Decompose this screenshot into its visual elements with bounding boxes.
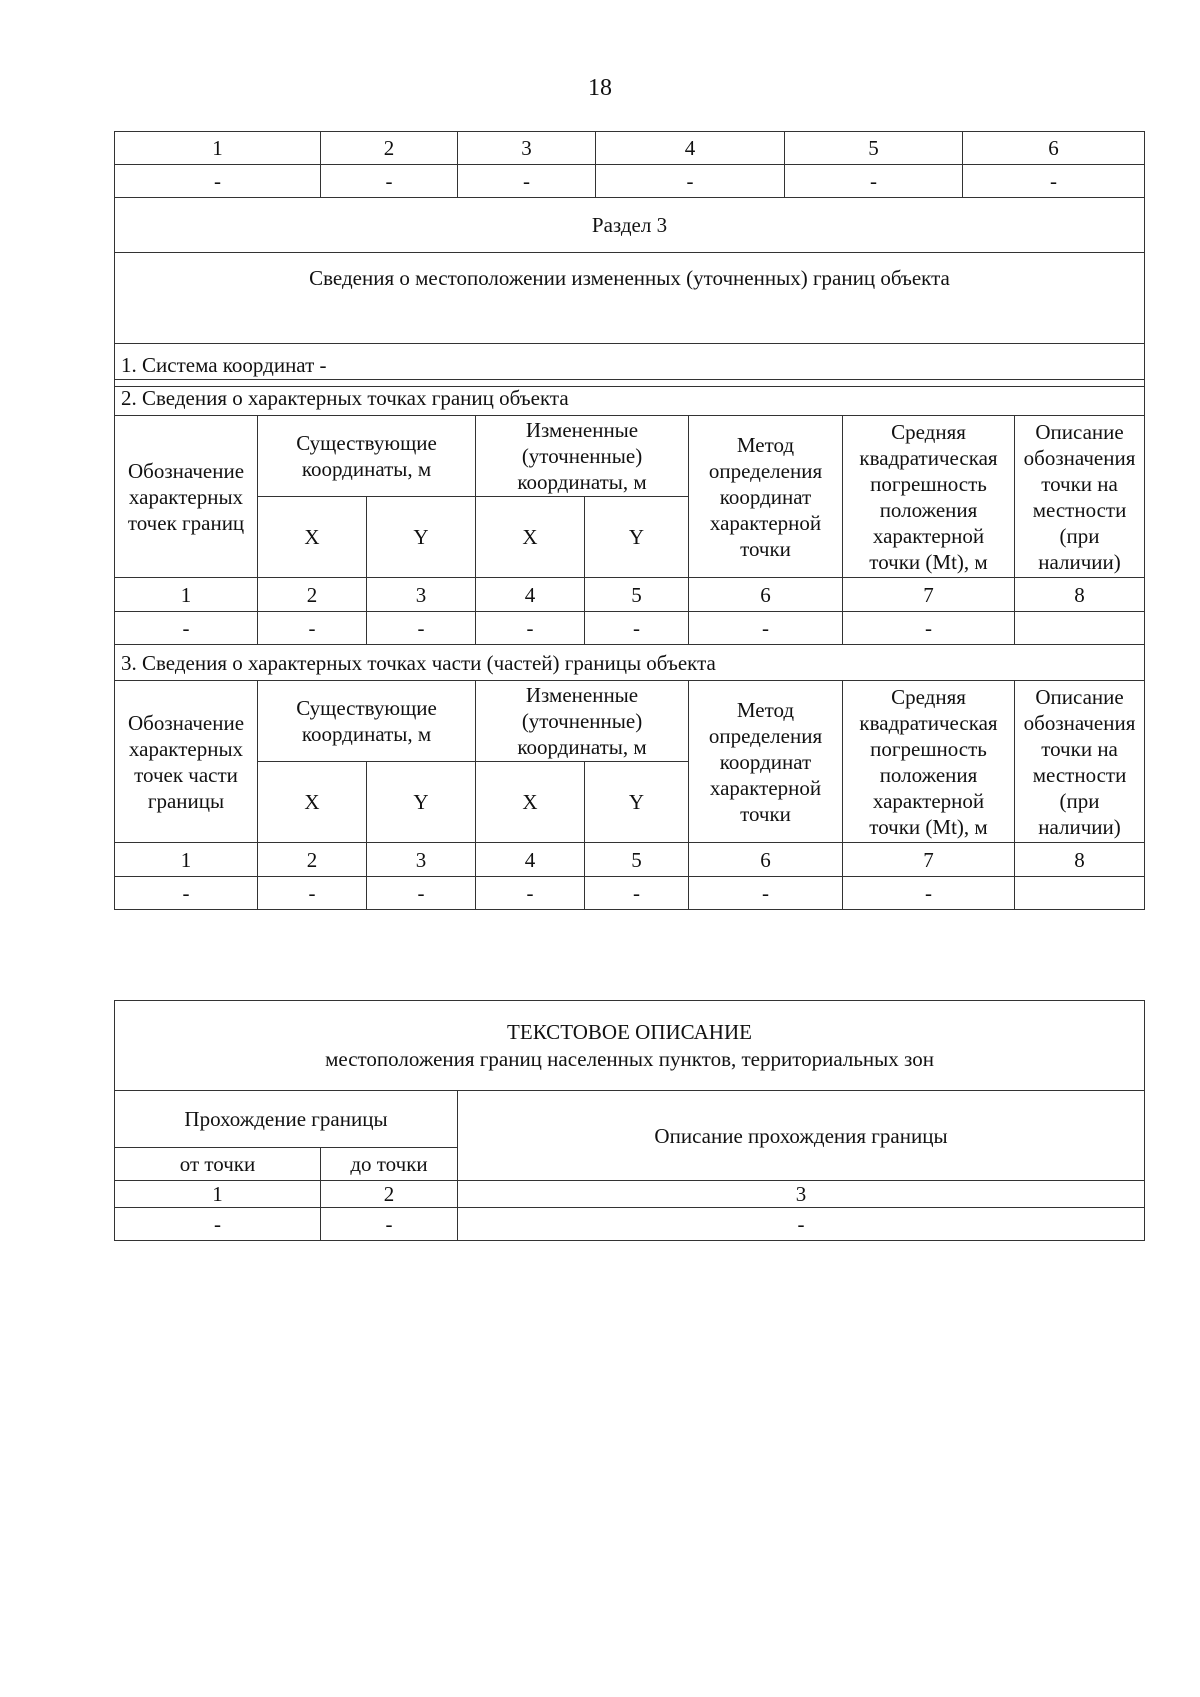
column-number: 2 [321,1181,458,1208]
header-y: Y [367,762,476,843]
header-existing-coordinates: Существующие координаты, м [258,416,476,497]
boundary-part-points-table [114,644,1145,910]
table-row [115,165,1145,198]
table-cell: - [963,165,1145,198]
column-number: 5 [585,578,689,612]
column-number: 1 [115,578,258,612]
table-cell: - [321,1208,458,1241]
header-y: Y [585,762,689,843]
table-cell: - [785,165,963,198]
column-number-row [115,132,1145,165]
text-description-subtitle: местоположения границ населенных пунктов, территориальных зон [325,1046,934,1071]
table-cell: - [476,612,585,645]
table-cell: - [689,612,843,645]
column-number: 3 [458,132,596,165]
section-header-table [114,131,1145,387]
table-cell [1015,612,1145,645]
header-boundary: Прохождение границы [115,1091,458,1148]
column-number: 2 [321,132,458,165]
table-cell: - [367,612,476,645]
table-cell: - [843,612,1015,645]
page-number: 18 [588,75,612,101]
table-row [115,1208,1145,1241]
text-description-title: ТЕКСТОВОЕ ОПИСАНИЕ [507,1019,752,1044]
column-number: 4 [596,132,785,165]
table-cell: - [458,165,596,198]
column-number: 3 [367,578,476,612]
column-number: 7 [843,578,1015,612]
column-number: 6 [689,578,843,612]
table-caption: 2. Сведения о характерных точках границ объекта [115,380,1145,416]
column-number: 5 [785,132,963,165]
table-cell: - [258,612,367,645]
column-number: 5 [585,843,689,877]
header-to-point: до точки [321,1148,458,1181]
header-y: Y [367,497,476,578]
table-cell: - [689,877,843,910]
column-number: 7 [843,843,1015,877]
column-number: 4 [476,578,585,612]
column-number: 3 [458,1181,1145,1208]
header-description: Описание обозначения точки на местности (при наличии) [1015,681,1145,843]
header-x: X [258,497,367,578]
column-number: 2 [258,578,367,612]
header-from-point: от точки [115,1148,321,1181]
header-changed-coordinates: Измененные (уточненные) координаты, м [476,416,689,497]
table-cell: - [258,877,367,910]
section-title: Раздел 3 [115,198,1145,253]
column-number: 8 [1015,843,1145,877]
column-number: 8 [1015,578,1145,612]
boundary-points-table [114,379,1145,645]
table-cell: - [843,877,1015,910]
table-cell: - [367,877,476,910]
table-caption: 3. Сведения о характерных точках части (частей) границы объекта [115,645,1145,681]
column-number-row [115,843,1145,877]
table-cell: - [115,165,321,198]
header-y: Y [585,497,689,578]
table-cell: - [585,877,689,910]
table-cell: - [458,1208,1145,1241]
table-cell: - [596,165,785,198]
column-number-row [115,578,1145,612]
table-cell: - [115,1208,321,1241]
table-cell [1015,877,1145,910]
table-cell: - [115,612,258,645]
header-x: X [258,762,367,843]
table-cell: - [321,165,458,198]
header-boundary-description: Описание прохождения границы [458,1091,1145,1181]
table-cell: - [585,612,689,645]
column-number: 4 [476,843,585,877]
header-method: Метод определения координат характерной точки [689,681,843,843]
text-description-table [114,1000,1145,1241]
header-method: Метод определения координат характерной точки [689,416,843,578]
column-number: 6 [689,843,843,877]
column-number: 1 [115,1181,321,1208]
header-designation: Обозначение характерных точек границ [115,416,258,578]
header-changed-coordinates: Измененные (уточненные) координаты, м [476,681,689,762]
header-designation: Обозначение характерных точек части границы [115,681,258,843]
header-error: Средняя квадратическая погрешность положения характерной точки (Mt), м [843,681,1015,843]
header-x: X [476,497,585,578]
section-subtitle: Сведения о местоположении измененных (уточненных) границ объекта [115,253,1145,344]
coordinate-system: 1. Система координат - [115,344,1145,387]
header-description: Описание обозначения точки на местности (при наличии) [1015,416,1145,578]
column-number: 2 [258,843,367,877]
column-number-row [115,1181,1145,1208]
header-x: X [476,762,585,843]
column-number: 1 [115,132,321,165]
table-row [115,877,1145,910]
text-description-heading [115,1001,1145,1091]
table-cell: - [476,877,585,910]
column-number: 3 [367,843,476,877]
header-error: Средняя квадратическая погрешность положения характерной точки (Mt), м [843,416,1015,578]
column-number: 6 [963,132,1145,165]
table-row [115,612,1145,645]
column-number: 1 [115,843,258,877]
header-existing-coordinates: Существующие координаты, м [258,681,476,762]
table-cell: - [115,877,258,910]
